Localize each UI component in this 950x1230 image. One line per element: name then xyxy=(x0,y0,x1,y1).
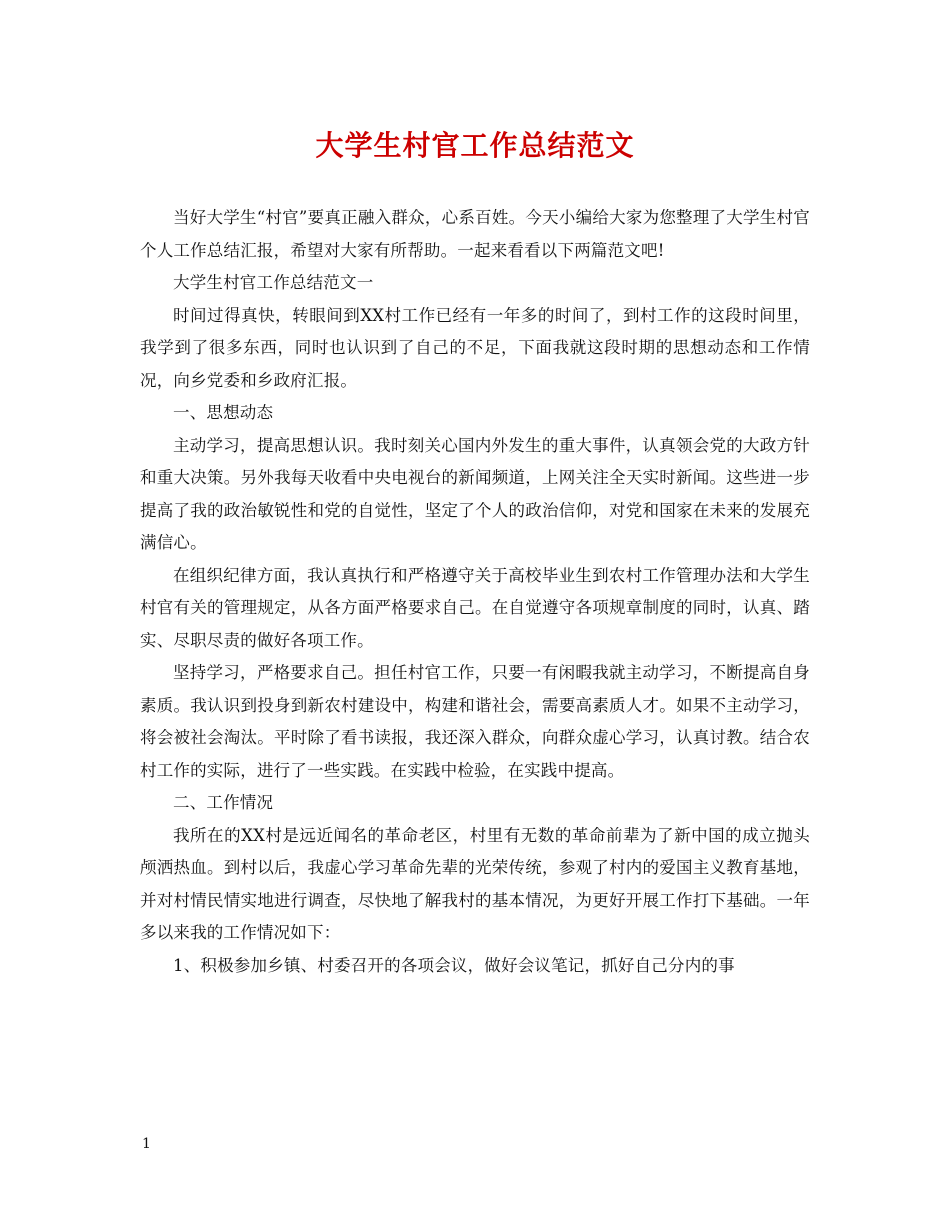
paragraph-item-one: 1、积极参加乡镇、村委召开的各项会议，做好会议笔记，抓好自己分内的事 xyxy=(173,955,735,975)
paragraph-active-learning: 主动学习，提高思想认识。我时刻关心国内外发生的重大事件，认真领会党的大政方针和重大决策。另外我每天收看中央电视台的新闻频道，上网关注全天实时新闻。这些进一步提高了我的政治敏锐性和党的自觉性，坚定了个人的政治信仰，对党和国家在未来的发展充满信心。 xyxy=(140,435,810,552)
paragraph-opening: 时间过得真快，转眼间到XX村工作已经有一年多的时间了，到村工作的这段时间里，我学到了很多东西，同时也认识到了自己的不足，下面我就这段时期的思想动态和工作情况，向乡党委和乡政府汇报。 xyxy=(140,305,810,390)
document-title: 大学生村官工作总结范文 xyxy=(315,129,635,162)
section-heading-thought: 一、思想动态 xyxy=(173,403,274,422)
paragraph-persist-learning: 坚持学习，严格要求自己。担任村官工作，只要一有闲暇我就主动学习，不断提高自身素质。我认识到投身到新农村建设中，构建和谐社会，需要高素质人才。如果不主动学习，将会被社会淘汰。平时除了看书读报，我还深入群众，向群众虚心学习，认真讨教。结合农村工作的实际，进行了一些实践。在实践中检验，在实践中提高。 xyxy=(140,663,810,780)
section-heading-sample-one: 大学生村官工作总结范文一 xyxy=(173,273,374,292)
section-heading-work: 二、工作情况 xyxy=(173,793,274,812)
paragraph-discipline: 在组织纪律方面，我认真执行和严格遵守关于高校毕业生到农村工作管理办法和大学生村官有关的管理规定，从各方面严格要求自己。在自觉遵守各项规章制度的同时，认真、踏实、尽职尽责的做好各项工作。 xyxy=(140,565,810,650)
paragraph-intro: 当好大学生“村官”要真正融入群众，心系百姓。今天小编给大家为您整理了大学生村官个人工作总结汇报，希望对大家有所帮助。一起来看看以下两篇范文吧! xyxy=(140,208,810,260)
page-number: 1 xyxy=(142,1136,151,1152)
document-body xyxy=(140,202,810,982)
paragraph-village: 我所在的XX村是远近闻名的革命老区，村里有无数的革命前辈为了新中国的成立抛头颅洒热血。到村以后，我虚心学习革命先辈的光荣传统，参观了村内的爱国主义教育基地，并对村情民情实地进行调查，尽快地了解我村的基本情况，为更好开展工作打下基础。一年多以来我的工作情况如下： xyxy=(140,825,810,942)
